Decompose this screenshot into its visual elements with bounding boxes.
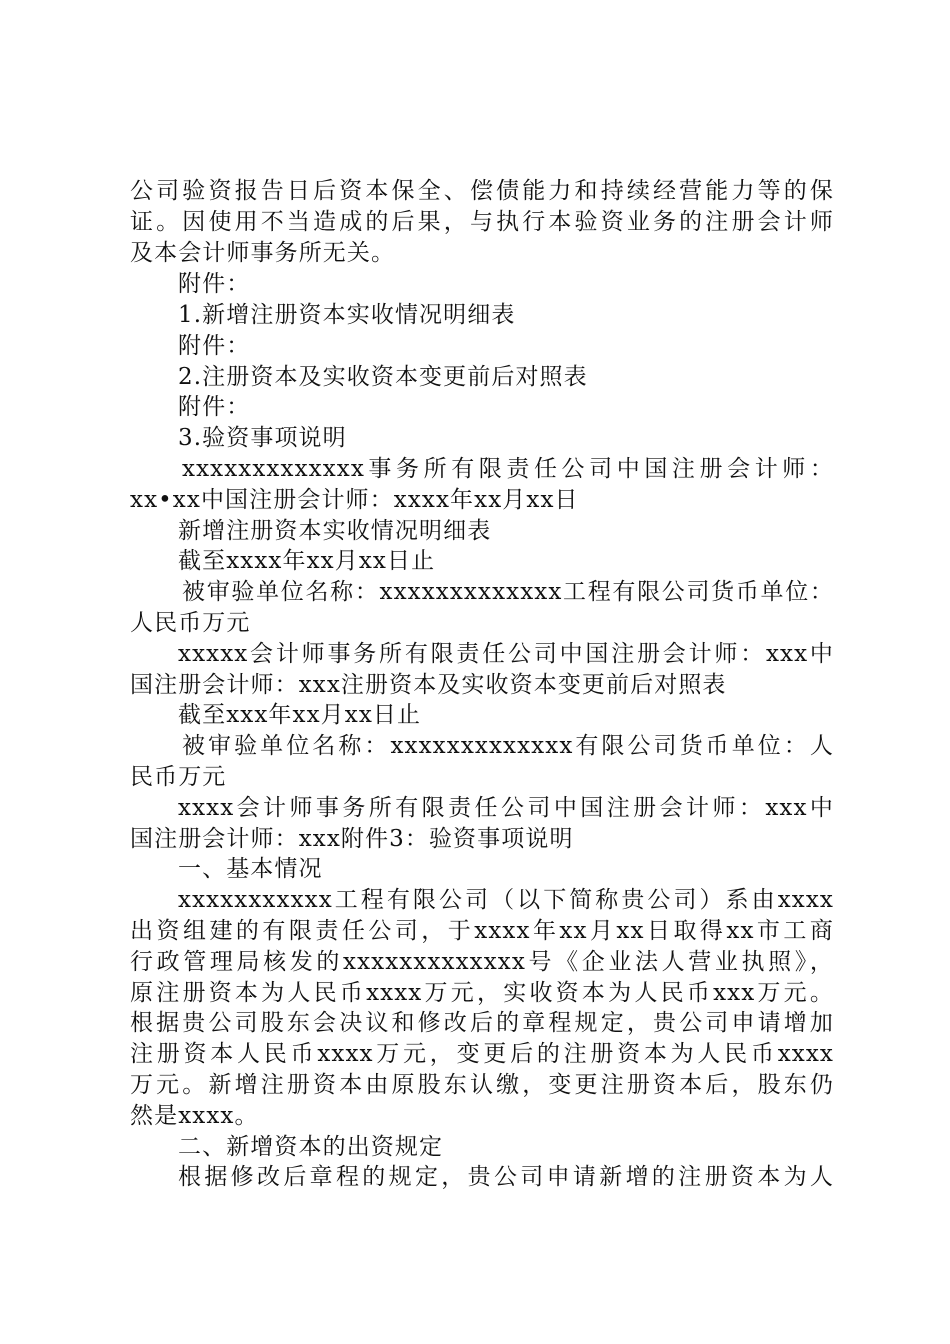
paragraph-line: 根据修改后章程的规定，贵公司申请新增的注册资本为人 (178, 1164, 834, 1190)
paragraph-line: xxxxx会计师事务所有限责任公司中国注册会计师：xxx中 (178, 641, 834, 667)
attachment-label: 附件： (178, 394, 251, 420)
paragraph-line: 被审验单位名称：xxxxxxxxxxxxx有限公司货币单位：人 (182, 733, 834, 759)
attachment-item: 1.新增注册资本实收情况明细表 (178, 302, 516, 328)
attachment-item: 3.验资事项说明 (178, 425, 347, 451)
section-heading: 一、基本情况 (178, 856, 323, 882)
paragraph-line: 行政管理局核发的xxxxxxxxxxxxx号《企业法人营业执照》， (130, 949, 834, 975)
paragraph-line: 然是xxxx。 (130, 1103, 259, 1129)
attachment-label: 附件： (178, 333, 251, 359)
section-heading: 二、新增资本的出资规定 (178, 1134, 444, 1160)
paragraph-line: 公司验资报告日后资本保全、偿债能力和持续经营能力等的保 (130, 178, 834, 204)
paragraph-line: 出资组建的有限责任公司，于xxxx年xx月xx日取得xx市工商 (130, 918, 834, 944)
signature-line: xx•xx中国注册会计师：xxxx年xx月xx日 (130, 487, 579, 513)
paragraph-line: xxxxxxxxxxx工程有限公司（以下简称贵公司）系由xxxx (178, 887, 834, 913)
paragraph-line: 人民币万元 (130, 610, 251, 636)
paragraph-line: 国注册会计师：xxx附件3：验资事项说明 (130, 826, 574, 852)
table-title: 新增注册资本实收情况明细表 (178, 518, 492, 544)
attachment-item: 2.注册资本及实收资本变更前后对照表 (178, 364, 588, 390)
paragraph-line: 注册资本人民币xxxx万元，变更后的注册资本为人民币xxxx (130, 1041, 834, 1067)
signature-line: xxxxxxxxxxxxx事务所有限责任公司中国注册会计师： (182, 456, 834, 482)
paragraph-line: 国注册会计师：xxx注册资本及实收资本变更前后对照表 (130, 672, 727, 698)
paragraph-line: 证。因使用不当造成的后果，与执行本验资业务的注册会计师 (130, 209, 834, 235)
paragraph-line: 根据贵公司股东会决议和修改后的章程规定，贵公司申请增加 (130, 1010, 834, 1036)
attachment-label: 附件： (178, 271, 251, 297)
paragraph-line: 及本会计师事务所无关。 (130, 240, 396, 266)
table-date: 截至xxx年xx月xx日止 (178, 702, 422, 728)
paragraph-line: 原注册资本为人民币xxxx万元，实收资本为人民币xxx万元。 (130, 980, 834, 1006)
paragraph-line: 民币万元 (130, 764, 227, 790)
table-date: 截至xxxx年xx月xx日止 (178, 548, 436, 574)
paragraph-line: xxxx会计师事务所有限责任公司中国注册会计师：xxx中 (178, 795, 834, 821)
paragraph-line: 万元。新增注册资本由原股东认缴，变更注册资本后，股东仍 (130, 1072, 834, 1098)
paragraph-line: 被审验单位名称：xxxxxxxxxxxxx工程有限公司货币单位： (182, 579, 834, 605)
